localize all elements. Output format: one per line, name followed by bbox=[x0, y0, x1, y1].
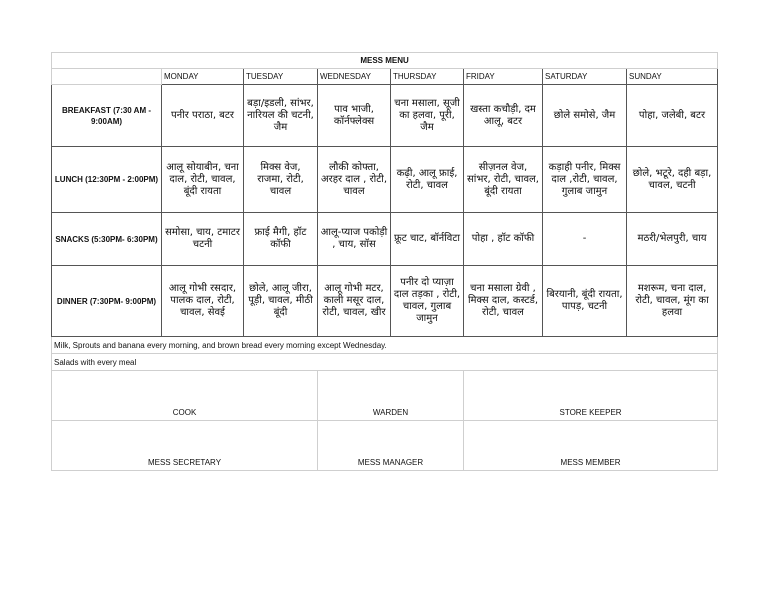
menu-cell: चना मसाला ग्रेवी , मिक्स दाल, कस्टर्ड, रोटी, चावल bbox=[464, 266, 543, 337]
note-daily-breakfast: Milk, Sprouts and banana every morning, and brown bread every morning except Wednesday. bbox=[52, 337, 718, 354]
breakfast-row bbox=[52, 85, 718, 147]
mess-menu-sheet bbox=[51, 52, 717, 471]
day-header: THURSDAY bbox=[391, 69, 464, 85]
signature-mess-member: MESS MEMBER bbox=[464, 421, 718, 471]
meal-label: SNACKS (5:30PM- 6:30PM) bbox=[52, 213, 162, 266]
menu-cell: पोहा, जलेबी, बटर bbox=[627, 85, 718, 147]
menu-cell: फ्रूट चाट, बॉर्नविटा bbox=[391, 213, 464, 266]
menu-cell: फ्राई मैगी, हॉट कॉफी bbox=[244, 213, 318, 266]
menu-cell: पनीर पराठा, बटर bbox=[162, 85, 244, 147]
lunch-row bbox=[52, 147, 718, 213]
menu-cell: समोसा, चाय, टमाटर चटनी bbox=[162, 213, 244, 266]
menu-cell: मिक्स वेज, राजमा, रोटी, चावल bbox=[244, 147, 318, 213]
signature-store-keeper: STORE KEEPER bbox=[464, 371, 718, 421]
meal-label: DINNER (7:30PM- 9:00PM) bbox=[52, 266, 162, 337]
mess-menu-table bbox=[51, 52, 718, 471]
menu-cell: छोले, आलू जीरा, पूड़ी, चावल, मीठी बूंदी bbox=[244, 266, 318, 337]
day-header: TUESDAY bbox=[244, 69, 318, 85]
day-header: MONDAY bbox=[162, 69, 244, 85]
signature-cook: COOK bbox=[52, 371, 318, 421]
menu-cell: - bbox=[543, 213, 627, 266]
menu-cell: बड़ा/इडली, सांभर, नारियल की चटनी, जैम bbox=[244, 85, 318, 147]
dinner-row bbox=[52, 266, 718, 337]
note-salads: Salads with every meal bbox=[52, 354, 718, 371]
menu-cell: आलू गोभी रसदार, पालक दाल, रोटी, चावल, सेवई bbox=[162, 266, 244, 337]
menu-cell: पोहा , हॉट कॉफी bbox=[464, 213, 543, 266]
menu-cell: आलू सोयाबीन, चना दाल, रोटी, चावल, बूंदी रायता bbox=[162, 147, 244, 213]
menu-cell: चना मसाला, सूजी का हलवा, पूरी, जैम bbox=[391, 85, 464, 147]
menu-cell: खस्ता कचौड़ी, दम आलू, बटर bbox=[464, 85, 543, 147]
corner-cell bbox=[52, 69, 162, 85]
day-header: WEDNESDAY bbox=[318, 69, 391, 85]
menu-cell: मशरूम, चना दाल, रोटी, चावल, मूंग का हलवा bbox=[627, 266, 718, 337]
menu-cell: छोले, भटूरे, दही बड़ा, चावल, चटनी bbox=[627, 147, 718, 213]
day-header: SATURDAY bbox=[543, 69, 627, 85]
meal-label: BREAKFAST (7:30 AM - 9:00AM) bbox=[52, 85, 162, 147]
day-header: FRIDAY bbox=[464, 69, 543, 85]
signature-mess-manager: MESS MANAGER bbox=[318, 421, 464, 471]
signature-row bbox=[52, 371, 718, 421]
menu-cell: पाव भाजी, कॉर्नफ्लेक्स bbox=[318, 85, 391, 147]
signature-row bbox=[52, 421, 718, 471]
menu-cell: मठरी/भेलपुरी, चाय bbox=[627, 213, 718, 266]
meal-label: LUNCH (12:30PM - 2:00PM) bbox=[52, 147, 162, 213]
day-header: SUNDAY bbox=[627, 69, 718, 85]
menu-cell: बिरयानी, बूंदी रायता, पापड़, चटनी bbox=[543, 266, 627, 337]
menu-cell: आलू गोभी मटर, काली मसूर दाल, रोटी, चावल, खीर bbox=[318, 266, 391, 337]
menu-title: MESS MENU bbox=[52, 53, 718, 69]
menu-cell: सीज़नल वेज, सांभर, रोटी, चावल, बूंदी रायता bbox=[464, 147, 543, 213]
menu-cell: कढ़ी, आलू फ्राई, रोटी, चावल bbox=[391, 147, 464, 213]
menu-cell: लौकी कोफ्ता, अरहर दाल , रोटी, चावल bbox=[318, 147, 391, 213]
signature-warden: WARDEN bbox=[318, 371, 464, 421]
signature-mess-secretary: MESS SECRETARY bbox=[52, 421, 318, 471]
menu-cell: छोले समोसे, जैम bbox=[543, 85, 627, 147]
menu-cell: आलू-प्याज पकोड़ी , चाय, सॉस bbox=[318, 213, 391, 266]
menu-cell: पनीर दो प्याज़ा दाल तड़का , रोटी, चावल, गुलाब जामुन bbox=[391, 266, 464, 337]
snacks-row bbox=[52, 213, 718, 266]
menu-cell: कड़ाही पनीर, मिक्स दाल ,रोटी, चावल, गुलाब जामुन bbox=[543, 147, 627, 213]
